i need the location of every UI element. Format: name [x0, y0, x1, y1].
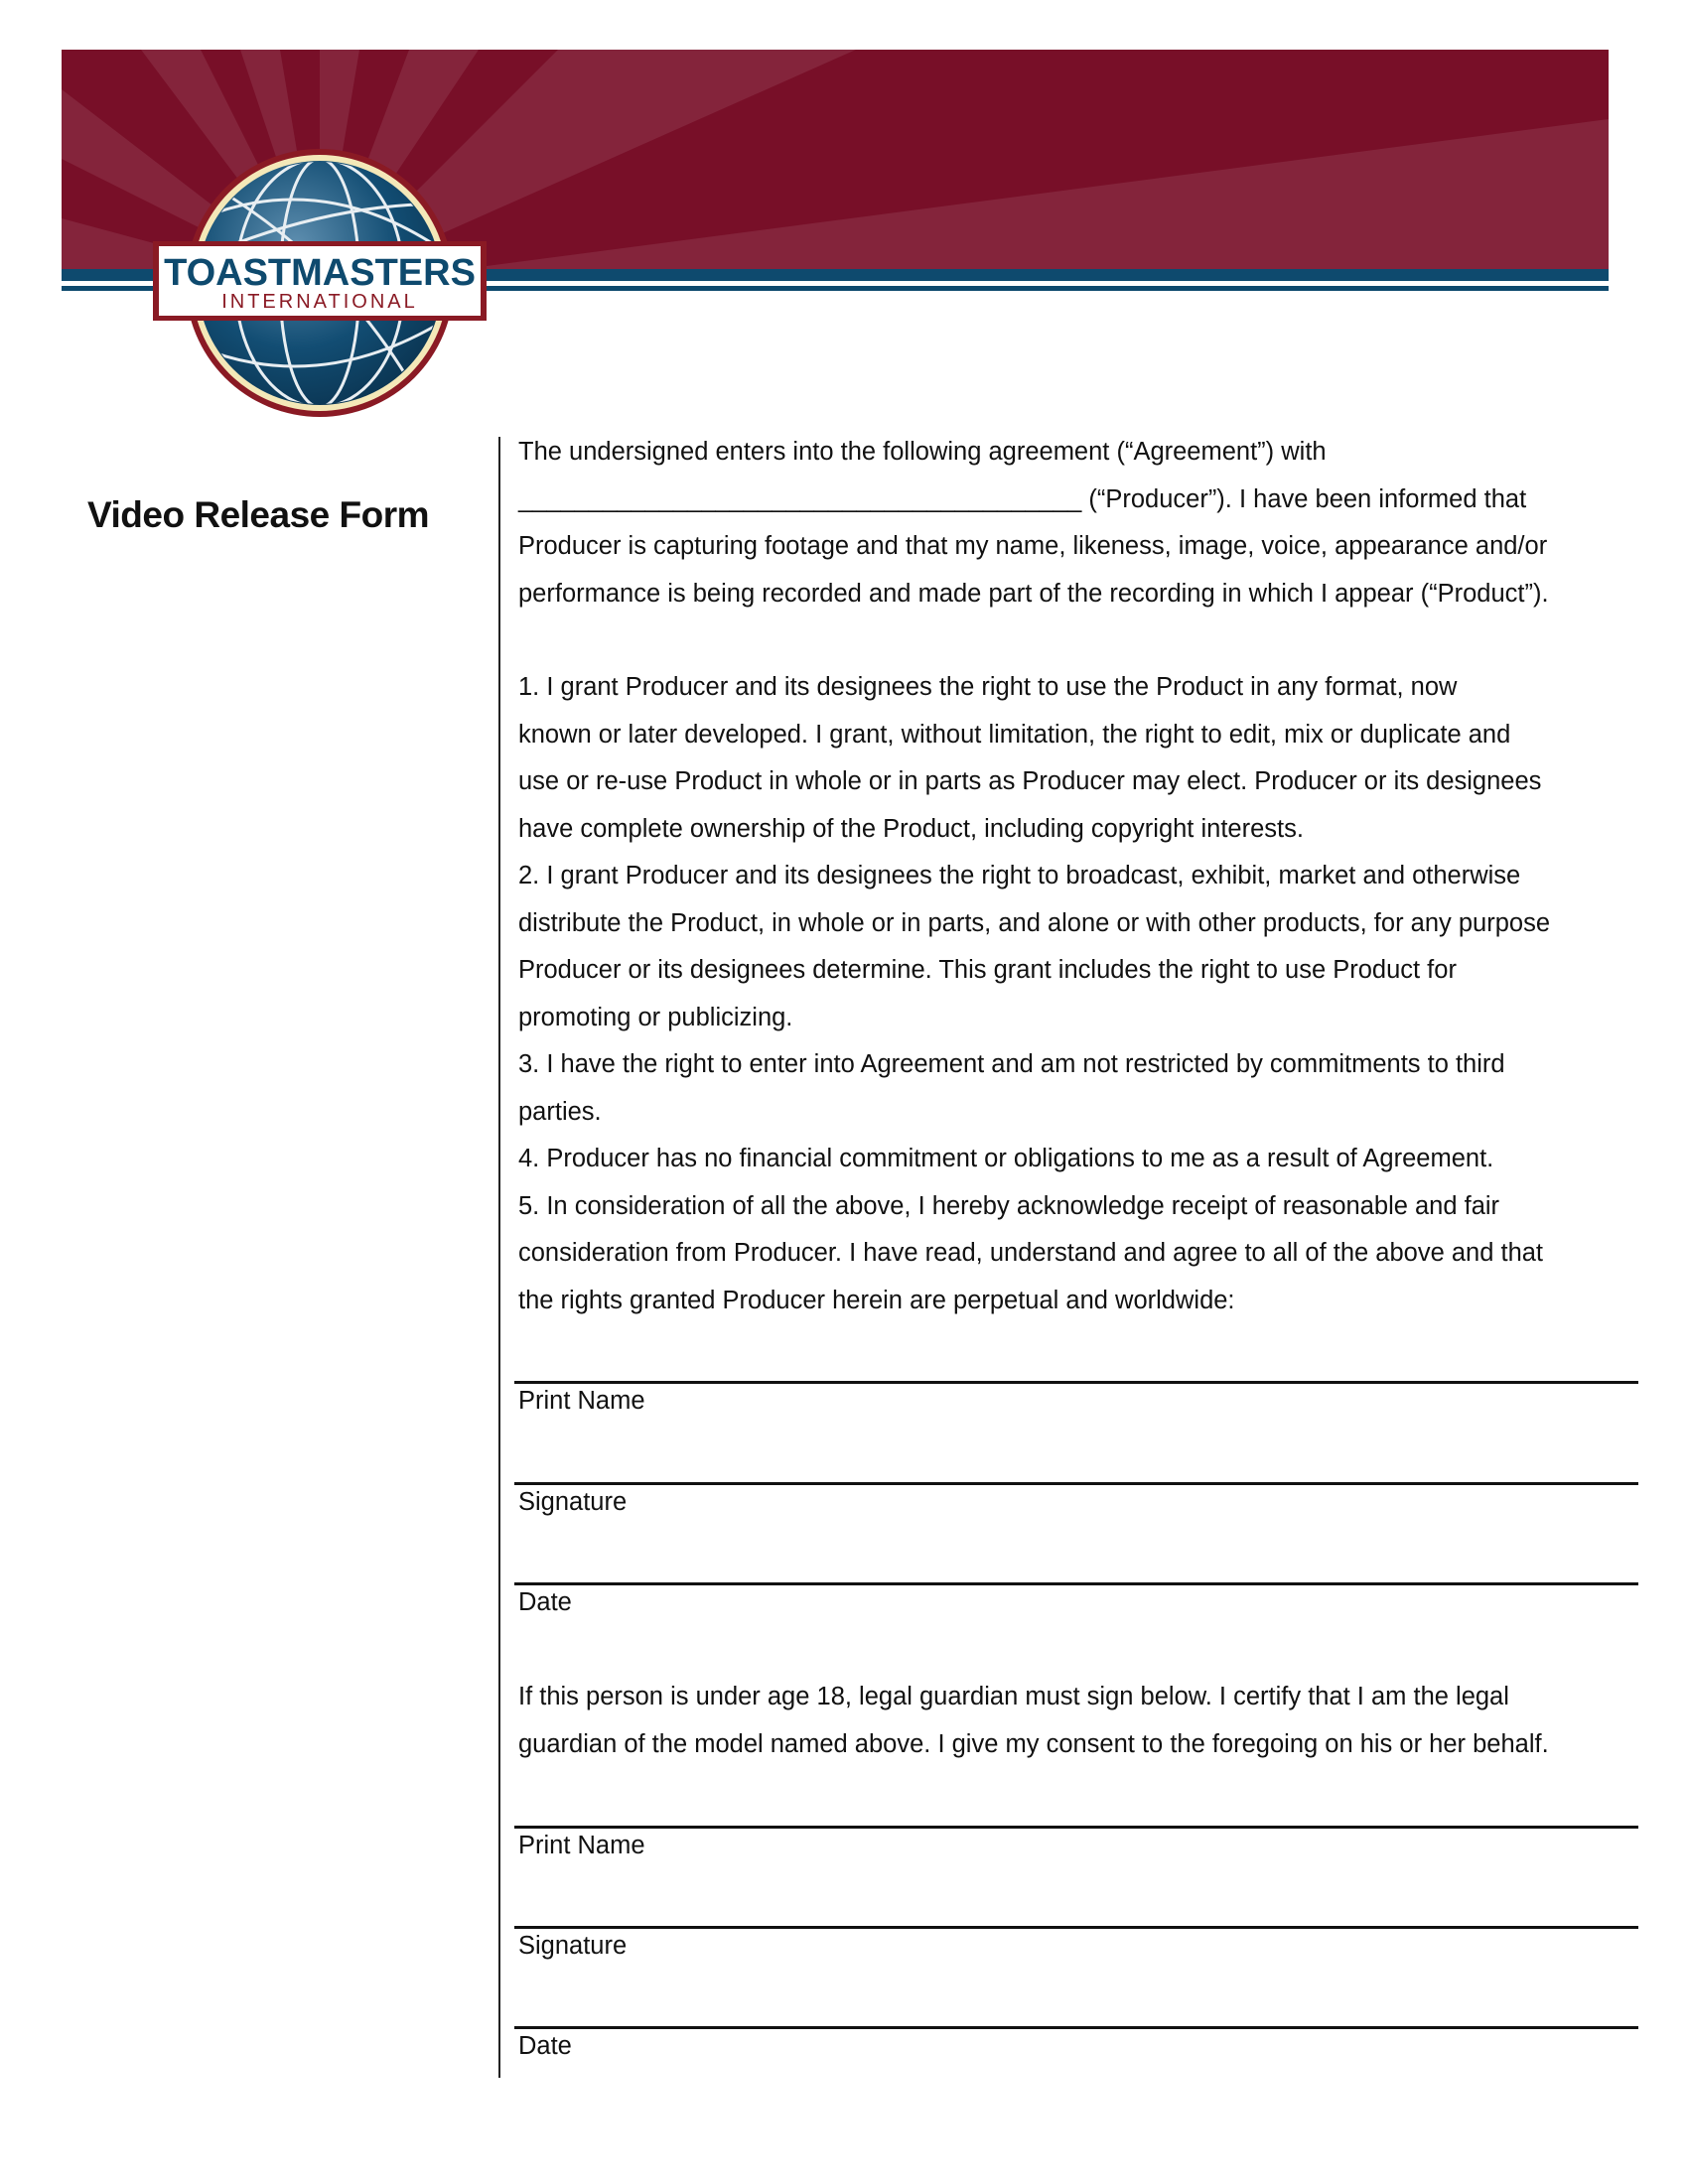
text-line: performance is being recorded and made part of the recording in which I appear (“Product”). [518, 579, 1549, 608]
svg-text:TOASTMASTERS: TOASTMASTERS [164, 252, 476, 294]
text-line: If this person is under age 18, legal guardian must sign below. I certify that I am the legal [518, 1683, 1509, 1710]
column-divider [498, 437, 500, 2078]
intro-paragraph [518, 429, 1640, 617]
guardian-print-name-line[interactable] [514, 1826, 1638, 1829]
text-line: 2. I grant Producer and its designees the right to broadcast, exhibit, market and otherwise [518, 862, 1521, 889]
guardian-signature-line[interactable] [514, 1926, 1638, 1929]
guardian-date-line[interactable] [514, 2026, 1638, 2029]
text-line: Producer is capturing footage and that my name, likeness, image, voice, appearance and/or [518, 532, 1548, 560]
guardian-signature-label: Signature [518, 1932, 628, 1960]
date-line[interactable] [514, 1582, 1638, 1585]
text-line: 4. Producer has no financial commitment or obligations to me as a result of Agreement. [518, 1145, 1494, 1172]
date-label: Date [518, 1588, 572, 1616]
text-line: 3. I have the right to enter into Agreement and am not restricted by commitments to third [518, 1050, 1505, 1078]
guardian-date-label: Date [518, 2032, 572, 2060]
svg-text:INTERNATIONAL: INTERNATIONAL [221, 291, 418, 313]
print-name-line[interactable] [514, 1381, 1638, 1384]
text-line: the rights granted Producer herein are perpetual and worldwide: [518, 1286, 1235, 1314]
text-line: known or later developed. I grant, without limitation, the right to edit, mix or duplicate and [518, 720, 1511, 749]
text-line: 5. In consideration of all the above, I hereby acknowledge receipt of reasonable and fair [518, 1191, 1500, 1220]
signature-label: Signature [518, 1488, 628, 1516]
text-line: The undersigned enters into the following agreement (“Agreement”) with [518, 438, 1327, 466]
text-line: consideration from Producer. I have read, understand and agree to all of the above and that [518, 1239, 1544, 1267]
text-line: distribute the Product, in whole or in parts, and alone or with other products, for any purpose [518, 908, 1551, 937]
text-line: promoting or publicizing. [518, 1003, 793, 1031]
text-line: have complete ownership of the Product, including copyright interests. [518, 814, 1304, 843]
text-line: use or re-use Product in whole or in parts as Producer may elect. Producer or its designees [518, 767, 1542, 795]
text-line: ________________________________________ (“Producer”). I have been informed that [518, 484, 1527, 513]
print-name-label: Print Name [518, 1387, 645, 1415]
text-line: guardian of the model named above. I give my consent to the foregoing on his or her behalf. [518, 1729, 1549, 1758]
text-line: 1. I grant Producer and its designees the right to use the Product in any format, now [518, 673, 1458, 701]
guardian-paragraph [518, 1674, 1640, 1768]
text-line: parties. [518, 1097, 602, 1126]
toastmasters-logo [149, 144, 496, 427]
text-line: Producer or its designees determine. This grant includes the right to use Product for [518, 956, 1457, 984]
guardian-print-name-label: Print Name [518, 1832, 645, 1859]
signature-line[interactable] [514, 1482, 1638, 1485]
clauses [518, 664, 1640, 1324]
page-title: Video Release Form [87, 494, 430, 535]
